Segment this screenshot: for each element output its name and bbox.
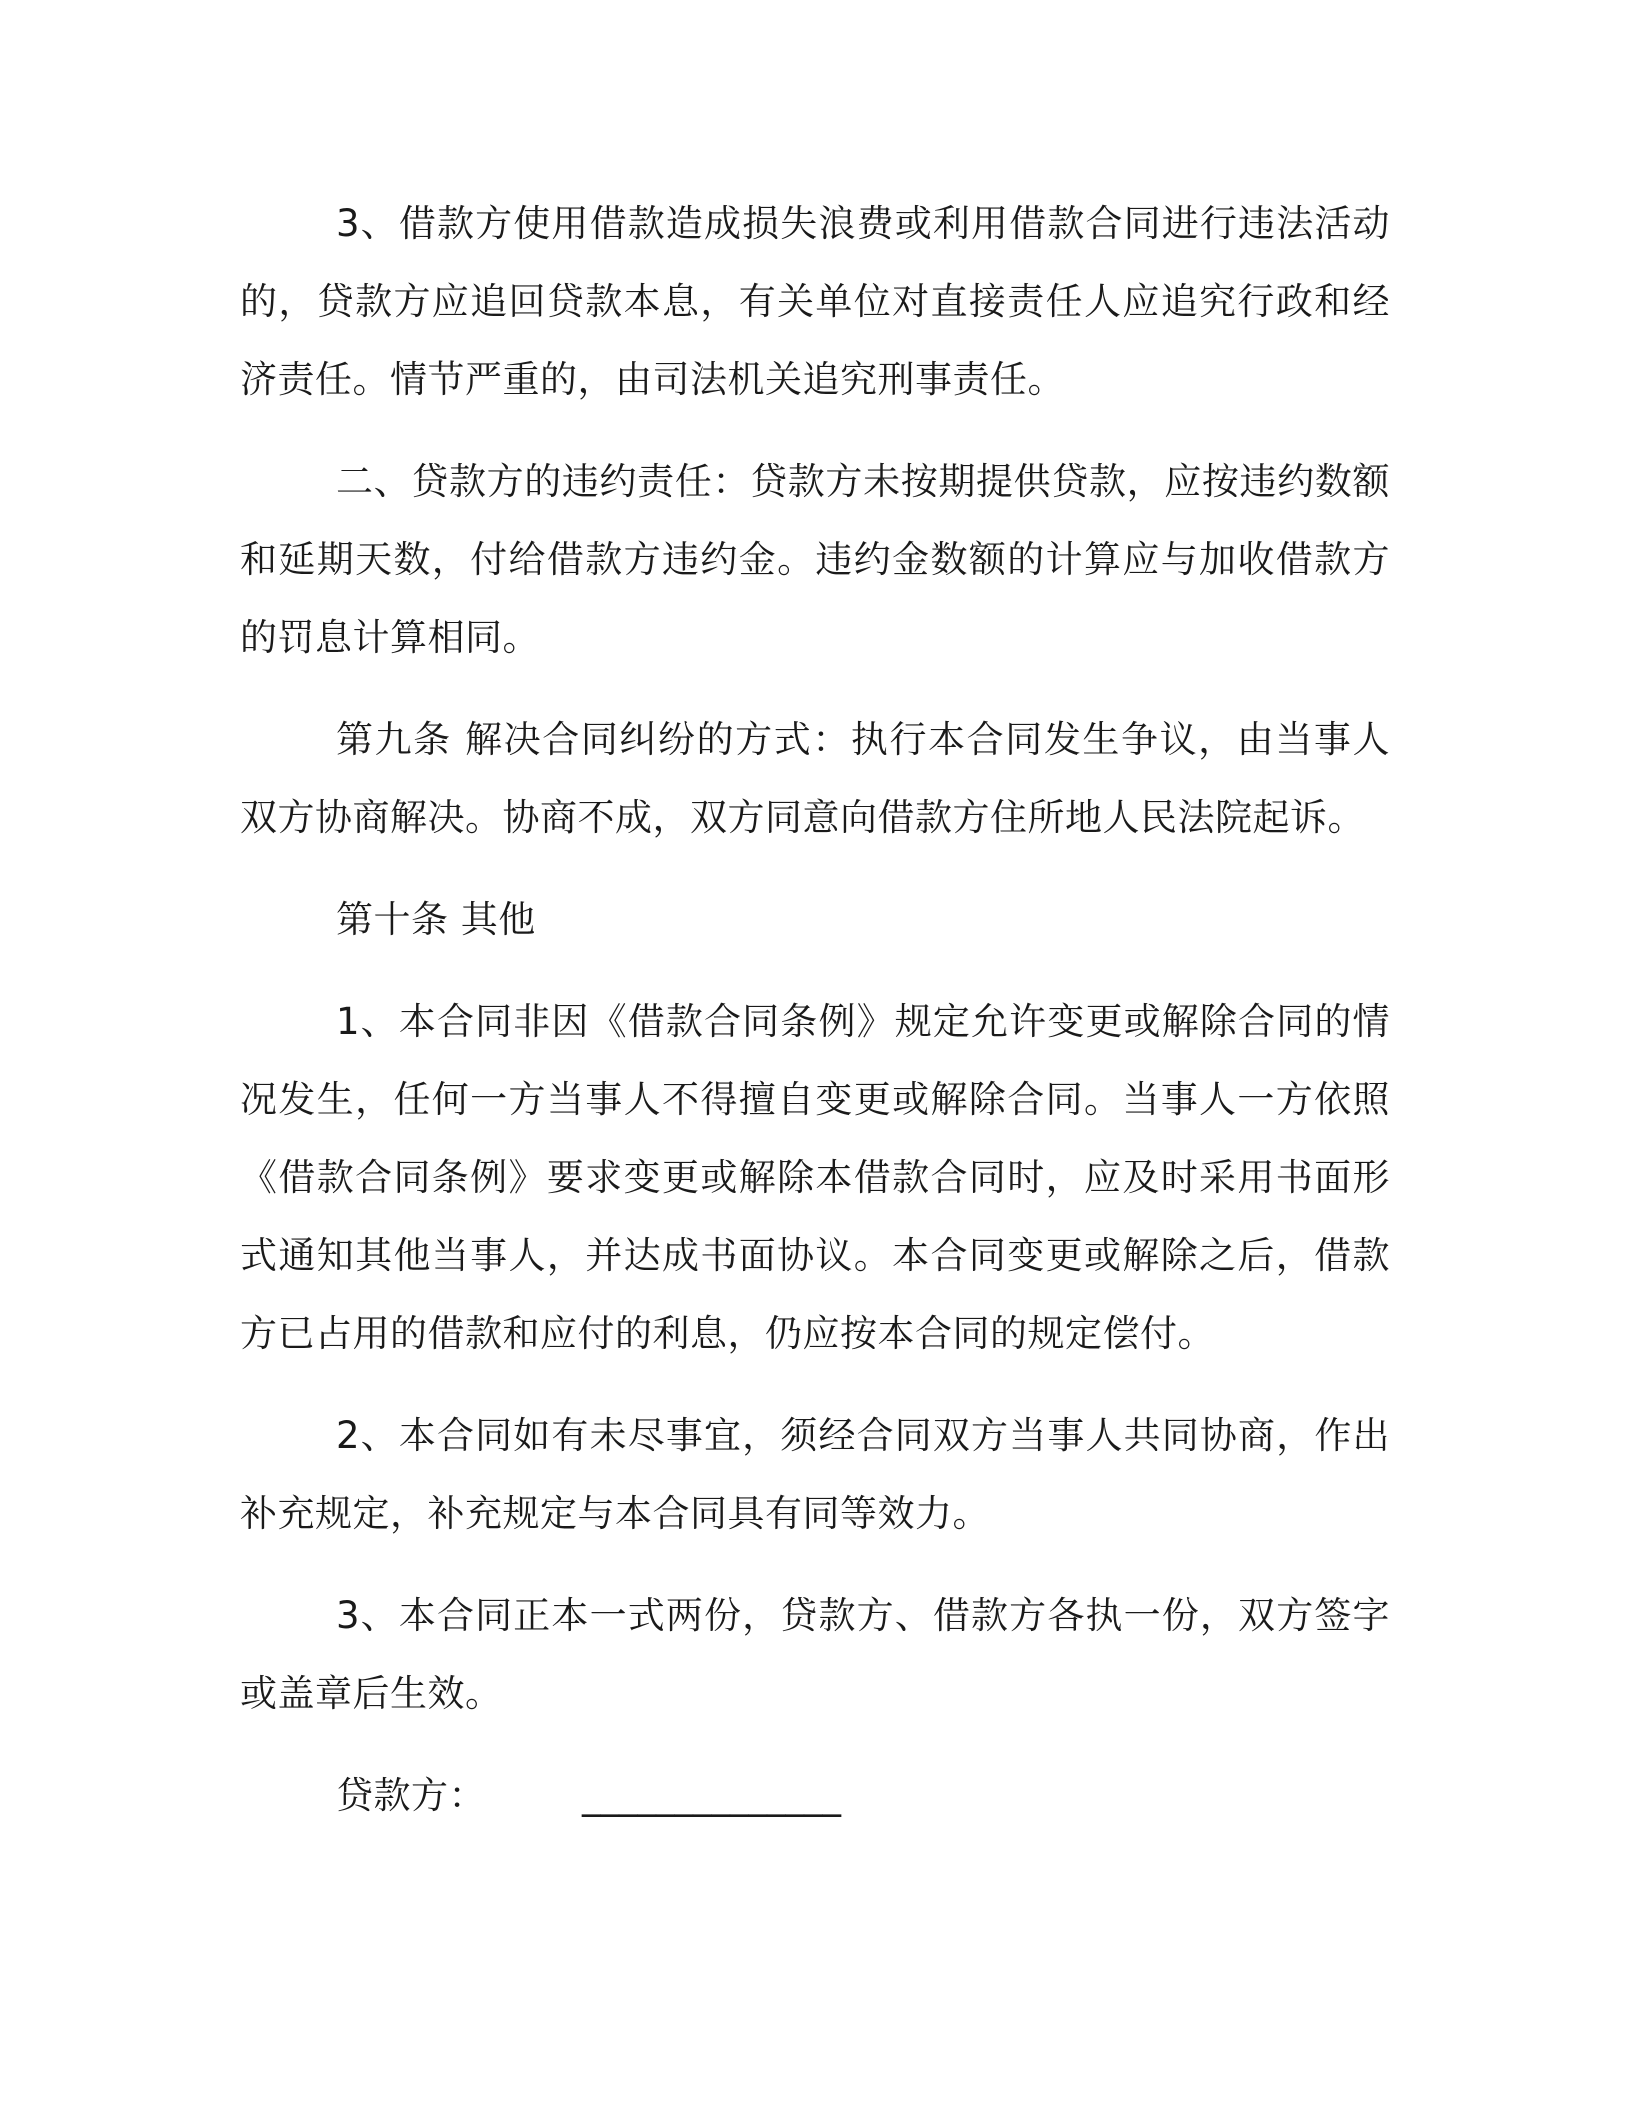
signature-label: 贷款方： — [336, 1774, 486, 1817]
signature-line-lender — [240, 1757, 1390, 1835]
paragraph-other-1: 1、本合同非因《借款合同条例》规定允许变更或解除合同的情况发生，任何一方当事人不得擅自变更或解除合同。当事人一方依照《借款合同条例》要求变更或解除本借款合同时，应及时采用书面形式通知其他当事人，并达成书面协议。本合同变更或解除之后，借款方已占用的借款和应付的利息，仍应按本合同的规定偿付。 — [240, 1000, 1390, 1355]
paragraph-other-3: 3、本合同正本一式两份，贷款方、借款方各执一份，双方签字或盖章后生效。 — [240, 1594, 1390, 1715]
document-body — [240, 185, 1390, 1835]
paragraph-lender-liability: 二、贷款方的违约责任：贷款方未按期提供贷款，应按违约数额和延期天数，付给借款方违约金。违约金数额的计算应与加收借款方的罚息计算相同。 — [240, 460, 1390, 659]
signature-blank: ______________ — [582, 1774, 841, 1817]
paragraph-article-9: 第九条 解决合同纠纷的方式：执行本合同发生争议，由当事人双方协商解决。协商不成，双方同意向借款方住所地人民法院起诉。 — [240, 718, 1390, 839]
paragraph-other-2: 2、本合同如有未尽事宜，须经合同双方当事人共同协商，作出补充规定，补充规定与本合同具有同等效力。 — [240, 1414, 1390, 1535]
paragraph-borrower-liability-3: 3、借款方使用借款造成损失浪费或利用借款合同进行违法活动的，贷款方应追回贷款本息，有关单位对直接责任人应追究行政和经济责任。情节严重的，由司法机关追究刑事责任。 — [240, 202, 1390, 401]
heading-article-10: 第十条 其他 — [336, 898, 536, 941]
